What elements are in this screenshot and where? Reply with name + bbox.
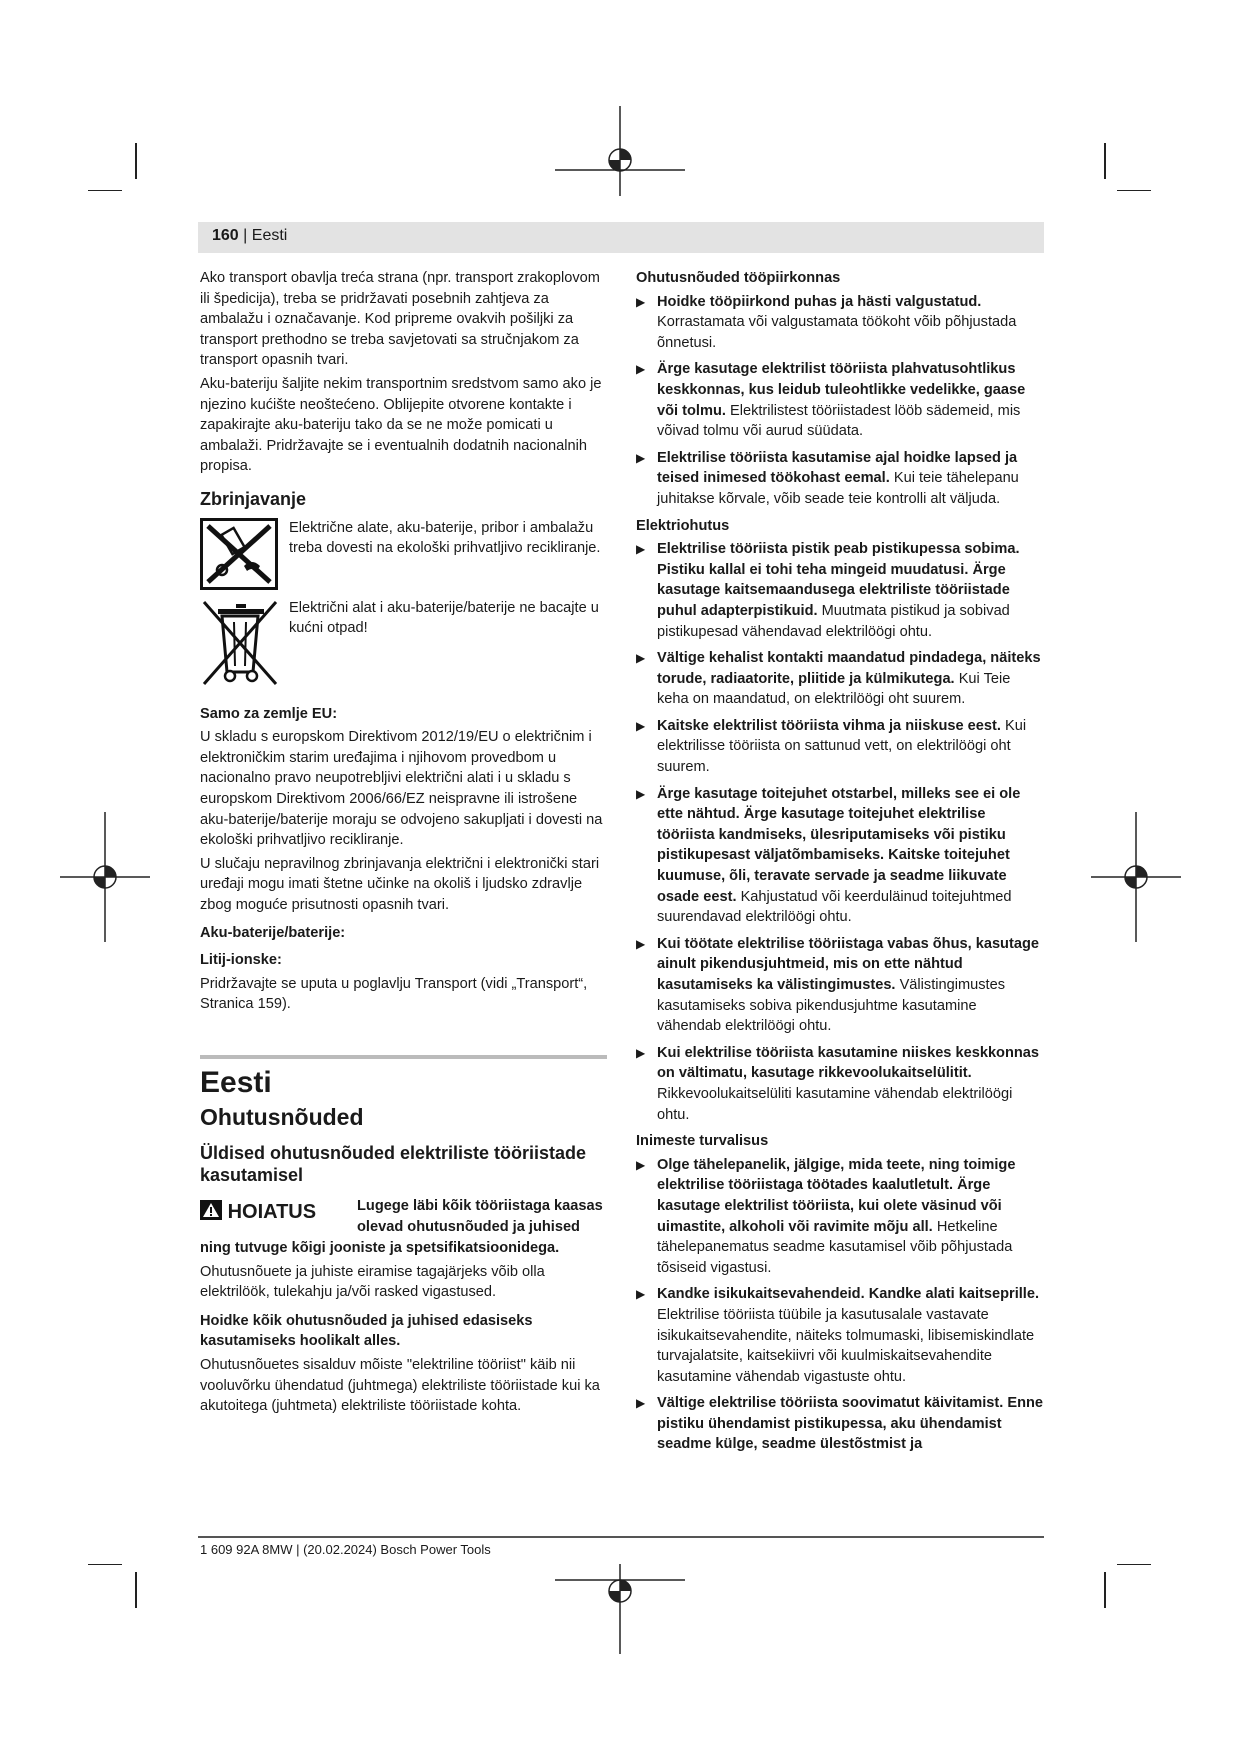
crop-mark bbox=[135, 143, 137, 179]
safety-item-text: Hetkeline tähelepanematus seadme kasutamisel võib põhjustada tõsiseid vigastusi. bbox=[657, 1218, 1013, 1276]
safety-item-bold: Kui töötate elektrilise tööriistaga vabas õhus, kasutage ainult pikendusjuhtmeid, mis on ette nähtud kasutamiseks ka välistingimustes. bbox=[657, 935, 1039, 993]
page-footer: 1 609 92A 8MW | (20.02.2024) Bosch Power Tools bbox=[200, 1542, 491, 1557]
bullet-arrow-icon: ▶ bbox=[636, 786, 646, 801]
safety-item bbox=[636, 1284, 1044, 1387]
registration-mark-left bbox=[60, 812, 150, 942]
bullet-arrow-icon: ▶ bbox=[636, 1157, 646, 1172]
recycle-text: Električne alate, aku-baterije, pribor i ambalažu treba dovesti na ekološki prihvatljivo recikliranje. bbox=[289, 519, 601, 557]
bullet-arrow-icon: ▶ bbox=[636, 542, 646, 557]
electrical-list bbox=[636, 539, 1044, 1125]
transport-paragraph-2: Aku-bateriju šaljite nekim transportnim sredstvom samo ako je njezino kućište neoštećeno. Oblijepite otvorene kontakte i zapakirajte aku-bateriju tako da se ne može pomicati u ambalaži. Pridržavajte se i eventualnih dodatnih nacionalnih propisa. bbox=[200, 375, 602, 475]
header-separator: | bbox=[243, 227, 248, 244]
battery-heading: Aku-baterije/baterije: bbox=[200, 925, 346, 942]
liion-heading: Litij-ionske: bbox=[200, 952, 282, 969]
crop-mark bbox=[1104, 143, 1106, 179]
bullet-arrow-icon: ▶ bbox=[636, 450, 646, 465]
recycling-icon bbox=[200, 518, 278, 590]
safety-item bbox=[636, 1393, 1044, 1455]
safety-item-bold: Ärge kasutage elektrilist tööriista plahvatusohtlikus keskkonnas, kus leidub tuleohtlikke vedelikke, gaase või tolmu. bbox=[657, 361, 1026, 419]
warning-block bbox=[200, 1196, 607, 1238]
liion-text: Pridržavajte se uputa u poglavlju Transport (vidi „Transport“, Stranica 159). bbox=[200, 975, 588, 1013]
bin-block bbox=[200, 598, 607, 692]
safety-item-text: Kahjustatud või keerduläinud toitejuhtmed suurendavad elektrilöögi ohtu. bbox=[657, 888, 1012, 926]
safety-item bbox=[636, 1043, 1044, 1125]
bullet-arrow-icon: ▶ bbox=[636, 651, 646, 666]
safety-item-bold: Elektrilise tööriista pistik peab pistikupessa sobima. Pistiku kallal ei tohi teha mingeid muudatusi. Ärge kasutage kaitsemaandusega elektriliste tööriistade puhul adapterpistikuid. bbox=[657, 541, 1020, 619]
header-language: Eesti bbox=[251, 227, 288, 244]
electrical-heading: Elektriohutus bbox=[636, 517, 730, 534]
disposal-heading: Zbrinjavanje bbox=[200, 488, 307, 509]
safety-item-bold: Kandke isikukaitsevahendeid. Kandke alati kaitseprille. bbox=[657, 1286, 1040, 1303]
safety-item-text: Elektrilise tööriista tüübile ja kasutusalale vastavate isikukaitsevahendite, näiteks tolmumaski, libisemiskindlate turvajalatsite, kaitsekiivri või kuulmiskaitsevahendite kasutamine vähendab vigastuste ohtu. bbox=[657, 1306, 1035, 1385]
right-column bbox=[636, 268, 1044, 1461]
safety-item-text: Rikkevoolukaitselüliti kasutamine vähendab elektrilöögi ohtu. bbox=[657, 1085, 1013, 1123]
registration-mark-bottom bbox=[555, 1564, 685, 1654]
bullet-arrow-icon: ▶ bbox=[636, 1045, 646, 1060]
eu-paragraph-2: U slučaju nepravilnog zbrinjavanja električni i elektronički stari uređaji mogu imati štetne učinke na okoliš i ljudsko zdravlje zbog moguće prisutnosti opasnih tvari. bbox=[200, 855, 600, 913]
section-title: Eesti bbox=[200, 1065, 272, 1099]
eu-heading: Samo za zemlje EU: bbox=[200, 705, 338, 722]
safety-item-text: Kui teie tähelepanu juhitakse kõrvale, võib seade teie kontrolli alt väljuda. bbox=[657, 470, 1019, 507]
bullet-arrow-icon: ▶ bbox=[636, 362, 646, 377]
safety-item-bold: Kui elektrilise tööriista kasutamine niiskes keskkonnas on vältimatu, kasutage rikkevoolukaitselülitit. bbox=[657, 1044, 1040, 1082]
crop-mark bbox=[88, 1564, 122, 1565]
safety-item bbox=[636, 448, 1044, 510]
safety-item-text: Kui elektrilisse tööriista on sattunud vett, on elektrilöögi oht suurem. bbox=[657, 717, 1027, 776]
safety-item-bold: Hoidke tööpiirkond puhas ja hästi valgustatud. bbox=[657, 293, 982, 310]
safety-item bbox=[636, 1155, 1044, 1279]
eu-paragraph-1: U skladu s europskom Direktivom 2012/19/EU o električnim i elektroničkim starim uređajima i njihovom provedbom u nacionalno pravo neupotrebljivi električni alati i u skladu s europskom Direktivom 2006/66/EZ neispravne ili istrošene aku-baterije/baterije moraju se odvojeno sakupljati i dovesti na ekološki prihvatljivo recikliranje. bbox=[200, 729, 603, 849]
work-area-list bbox=[636, 292, 1044, 510]
personal-list bbox=[636, 1155, 1044, 1455]
bullet-arrow-icon: ▶ bbox=[636, 718, 646, 733]
recycle-block bbox=[200, 518, 607, 594]
bin-text: Električni alat i aku-baterije/baterije ne bacajte u kućni otpad! bbox=[289, 599, 599, 637]
crop-mark bbox=[1117, 190, 1151, 191]
bullet-arrow-icon: ▶ bbox=[636, 1396, 646, 1411]
crop-mark bbox=[88, 190, 122, 191]
safety-item-bold: Ärge kasutage toitejuhet otstarbel, milleks see ei ole ette nähtud. Ärge kasutage toitejuhet elektrilise tööriista kandmiseks, ülesriputamiseks või pistiku pistikupesast väljatõmbamiseks. Kaitske toitejuhet kuumuse, õli, teravate servade ja seadme liikuvate osade eest. bbox=[657, 785, 1021, 905]
safety-item-bold: Vältige kehalist kontakti maandatud pindadega, näiteks torude, radiaatorite, pliitide ja külmikutega. bbox=[657, 650, 1041, 687]
safety-item-text: Välistingimustes kasutamiseks sobiva pikendusjuhtme kasutamine vähendab elektrilöögi ohtu. bbox=[657, 977, 1006, 1035]
safety-item bbox=[636, 934, 1044, 1037]
left-column bbox=[200, 268, 607, 1420]
registration-mark-right bbox=[1091, 812, 1181, 942]
page-number: 160 bbox=[212, 227, 239, 244]
transport-paragraph-1: Ako transport obavlja treća strana (npr. transport zrakoplovom ili špedicija), treba se pridržavati posebnih zahtjeva za ambalažu i označavanje. Kod pripreme ovakvih pošiljki za transport prethodno se treba savjetovati sa stručnjakom za transport opasnih tvari. bbox=[200, 270, 600, 369]
safety-item bbox=[636, 716, 1044, 778]
safety-item bbox=[636, 292, 1044, 354]
keep-instructions: Hoidke kõik ohutusnõuded ja juhised edasiseks kasutamiseks hoolikalt alles. bbox=[200, 1312, 533, 1350]
crop-mark bbox=[135, 1572, 137, 1608]
personal-heading: Inimeste turvalisus bbox=[636, 1133, 769, 1150]
bullet-arrow-icon: ▶ bbox=[636, 294, 646, 309]
safety-item-bold: Elektrilise tööriista kasutamise ajal hoidke lapsed ja teised inimesed töökohast eemal. bbox=[657, 449, 1018, 487]
safety-item bbox=[636, 359, 1044, 441]
warning-lead-text: Lugege läbi kõik tööriistaga kaasas olevad ohutusnõuded ja juhised bbox=[357, 1198, 603, 1235]
crossed-bin-icon bbox=[200, 598, 280, 688]
safety-item bbox=[636, 539, 1044, 642]
warning-continued: ning tutvuge kõigi jooniste ja spetsifikatsioonidega. bbox=[200, 1240, 560, 1257]
safety-item bbox=[636, 784, 1044, 928]
work-area-heading: Ohutusnõuded tööpiirkonnas bbox=[636, 270, 841, 286]
safety-item bbox=[636, 648, 1044, 710]
bullet-arrow-icon: ▶ bbox=[636, 1287, 646, 1302]
footer-rule bbox=[198, 1536, 1044, 1538]
general-safety-title: Üldised ohutusnõuded elektriliste tööriistade kasutamisel bbox=[200, 1143, 587, 1186]
safety-item-text: Korrastamata või valgustamata töökoht võib põhjustada õnnetusi. bbox=[657, 314, 1017, 351]
warning-label: HOIATUS bbox=[227, 1201, 317, 1224]
term-definition: Ohutusnõuetes sisalduv mõiste "elektriline tööriist" käib nii vooluvõrku ühendatud (juhtmega) elektriliste tööriistade kui ka akutoitega (juhtmeta) elektriliste tööriistade kohta. bbox=[200, 1357, 600, 1415]
safety-item-text: Elektrilistest tööriistadest lööb sädemeid, mis võivad tolmu või aurud süüdata. bbox=[657, 402, 1021, 440]
safety-item-text: Muutmata pistikud ja sobivad pistikupesad vähendavad elektrilöögi ohtu. bbox=[657, 602, 1010, 640]
crop-mark bbox=[1104, 1572, 1106, 1608]
warning-triangle-icon bbox=[200, 1200, 222, 1220]
safety-item-bold: Olge tähelepanelik, jälgige, mida teete, ning toimige elektrilise tööriistaga töötades kaalutletult. Ärge kasutage elektrilist tööriista, kui olete väsinud või uimastite, alkoholi või ravimite mõju all. bbox=[657, 1156, 1016, 1235]
registration-mark-top bbox=[555, 106, 685, 196]
crop-mark bbox=[1117, 1564, 1151, 1565]
page-header bbox=[198, 222, 1044, 253]
warning-badge bbox=[200, 1200, 316, 1223]
warning-text: Ohutusnõuete ja juhiste eiramise tagajärjeks võib olla elektrilöök, tulekahju ja/või rasked vigastused. bbox=[200, 1263, 545, 1301]
safety-title: Ohutusnõuded bbox=[200, 1104, 364, 1131]
safety-item-bold: Vältige elektrilise tööriista soovimatut käivitamist. Enne pistiku ühendamist pistikupessa, aku ühendamist seadme külge, seadme ülestõstmist ja bbox=[657, 1395, 1044, 1453]
safety-item-bold: Kaitske elektrilist tööriista vihma ja niiskuse eest. bbox=[657, 717, 1001, 734]
section-rule bbox=[200, 1055, 607, 1059]
safety-item-text: Kui Teie keha on maandatud, on elektrilöögi oht suurem. bbox=[657, 670, 1011, 708]
bullet-arrow-icon: ▶ bbox=[636, 936, 646, 951]
